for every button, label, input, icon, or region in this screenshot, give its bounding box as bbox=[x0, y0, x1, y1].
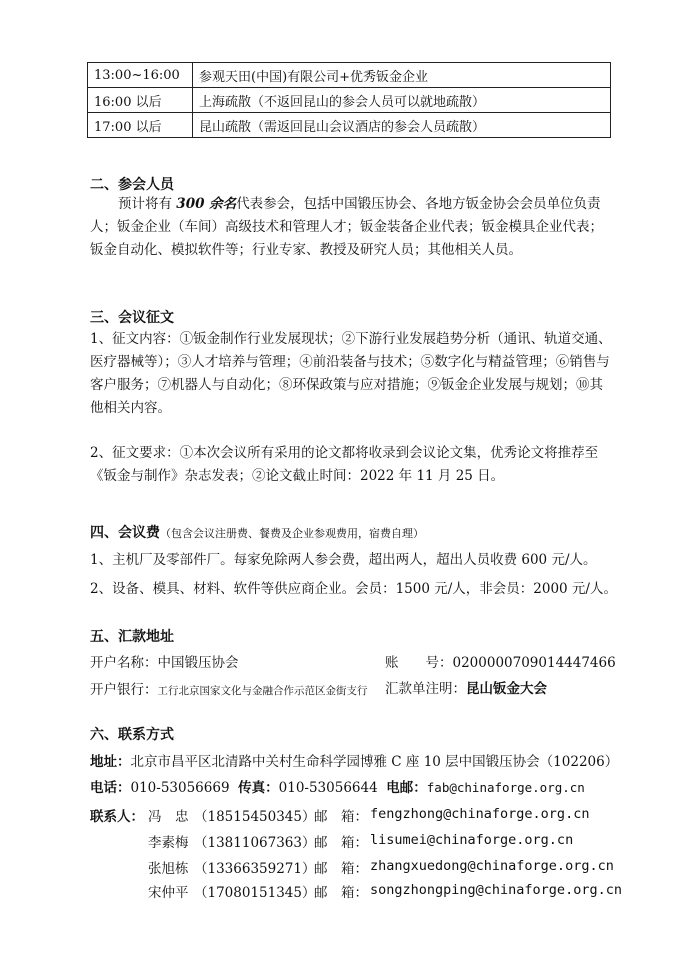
mail-label: 邮 箱： bbox=[314, 885, 368, 901]
email-label: 电邮： bbox=[386, 780, 427, 796]
fax-label: 传真： bbox=[238, 780, 279, 796]
schedule-table bbox=[87, 62, 611, 138]
mail-label: 邮 箱： bbox=[314, 835, 368, 851]
fax-value: 010-53056644 bbox=[278, 780, 378, 796]
remit-name-label: 开户名称： bbox=[90, 655, 158, 671]
remit-bank-label: 开户银行： bbox=[90, 682, 158, 698]
fees-item-2: 2、设备、模具、材料、软件等供应商企业。会员：1500 元/人，非会员：2000 元/人。 bbox=[90, 581, 617, 597]
phone-label: 电话： bbox=[90, 780, 131, 796]
fees-note: （包含会议注册费、餐费及企业参观费用，宿费自理） bbox=[160, 527, 424, 540]
remit-memo-value: 昆山钣金大会 bbox=[466, 681, 547, 697]
contact-person-email[interactable]: fengzhong@chinaforge.org.cn bbox=[370, 806, 590, 822]
schedule-event: 上海疏散（不返回昆山的参会人员可以就地疏散） bbox=[193, 88, 611, 113]
schedule-event: 昆山疏散（需返回昆山会议酒店的参会人员疏散） bbox=[193, 113, 611, 138]
papers-item-2: 2、征文要求：①本次会议所有采用的论文都将收录到会议论文集，优秀论文将推荐至《钣金与制作》杂志发表；②论文截止时间：2022 年 11 月 25 日。 bbox=[90, 445, 599, 484]
fees-item-1: 1、主机厂及零部件厂。每家免除两人参会费，超出两人，超出人员收费 600 元/人。 bbox=[90, 552, 597, 568]
contact-person-name: 宋仲平 bbox=[148, 885, 189, 901]
address-label: 地址： bbox=[90, 754, 131, 770]
mail-label: 邮 箱： bbox=[314, 809, 368, 825]
contact-person-email[interactable]: songzhongping@chinaforge.org.cn bbox=[370, 882, 622, 898]
address-value: 北京市昌平区北清路中关村生命科学园博雅 C 座 10 层中国锻压协会（102206） bbox=[130, 754, 619, 770]
table-row bbox=[88, 63, 611, 88]
remit-name bbox=[90, 651, 239, 671]
contact-phone-fax-email bbox=[90, 776, 585, 796]
papers-item-1: 1、征文内容：①钣金制作行业发展现状；②下游行业发展趋势分析（通讯、轨道交通、医疗器械等）；③人才培养与管理；④前沿装备与技术；⑤数字化与精益管理；⑥销售与客户服务；⑦机器人与自动化；⑧环保政策与应对措施；⑨钣金企业发展与规划；⑩其他相关内容。 bbox=[90, 331, 612, 416]
mail-label: 邮 箱： bbox=[314, 861, 368, 877]
remit-account bbox=[385, 651, 616, 671]
section-heading-papers: 三、会议征文 bbox=[90, 310, 174, 326]
remit-memo bbox=[385, 677, 547, 697]
contact-person-name: 张旭栋 bbox=[148, 861, 189, 877]
section-heading-fees bbox=[90, 522, 424, 542]
schedule-time: 16:00 以后 bbox=[88, 88, 193, 113]
section-heading-attendees: 二、参会人员 bbox=[90, 177, 174, 193]
schedule-time: 17:00 以后 bbox=[88, 113, 193, 138]
remit-bank-value: 工行北京国家文化与金融合作示范区金街支行 bbox=[157, 685, 368, 697]
remit-bank bbox=[90, 678, 368, 698]
attendees-paragraph bbox=[90, 193, 612, 262]
contact-person-phone: （13811067363） bbox=[194, 835, 316, 851]
contact-person-name: 冯 忠 bbox=[148, 809, 189, 825]
remit-account-label: 账 号： bbox=[385, 655, 453, 671]
contact-person-phone: （18515450345） bbox=[194, 809, 316, 825]
section-heading-remit: 五、汇款地址 bbox=[90, 629, 174, 645]
attendees-intro-post: 代表参会，包括中国锻压协会、各地方钣金协会会员单位负责人；钣金企业（车间）高级技术和管理人才；钣金装备企业代表；钣金模具企业代表；钣金自动化、模拟软件等；行业专家、教授及研究人员；其他相关人员。 bbox=[90, 196, 603, 258]
schedule-time: 13:00~16:00 bbox=[88, 63, 193, 88]
remit-name-value: 中国锻压协会 bbox=[157, 655, 239, 671]
table-row bbox=[88, 88, 611, 113]
contact-address bbox=[90, 750, 618, 770]
section-heading-contact: 六、联系方式 bbox=[90, 727, 174, 743]
contact-person-phone: （13366359271） bbox=[194, 861, 316, 877]
contact-person-email[interactable]: zhangxuedong@chinaforge.org.cn bbox=[370, 858, 614, 874]
attendees-intro-pre: 预计将有 bbox=[118, 196, 177, 212]
fees-heading: 四、会议费 bbox=[90, 525, 160, 541]
contact-person-email[interactable]: lisumei@chinaforge.org.cn bbox=[370, 832, 574, 848]
remit-account-value: 0200000709014447466 bbox=[452, 655, 616, 671]
remit-memo-label: 汇款单注明： bbox=[385, 681, 466, 697]
contact-person-name: 李素梅 bbox=[148, 835, 189, 851]
attendees-count: 300 余名 bbox=[176, 196, 237, 212]
email-value[interactable]: fab@chinaforge.org.cn bbox=[426, 780, 585, 795]
table-row bbox=[88, 113, 611, 138]
persons-label: 联系人： bbox=[90, 809, 144, 825]
schedule-event: 参观天田(中国)有限公司+优秀钣金企业 bbox=[193, 63, 611, 88]
contact-person-phone: （17080151345） bbox=[194, 885, 316, 901]
phone-value: 010-53056669 bbox=[130, 780, 230, 796]
